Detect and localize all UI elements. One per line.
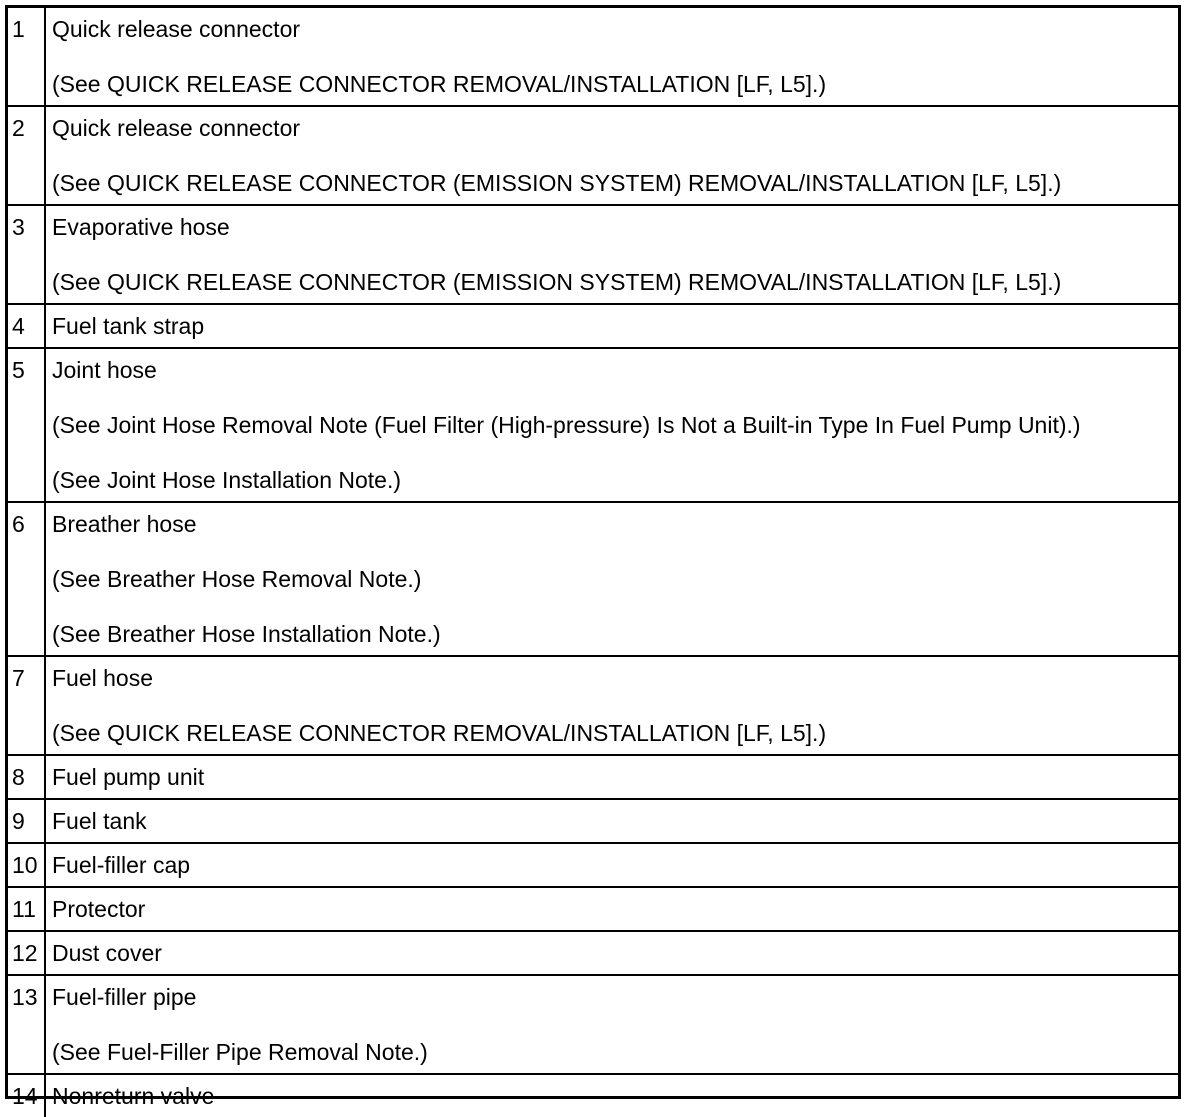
table-row [8,1074,1178,1117]
item-number [8,106,45,205]
item-name: Nonreturn valve [52,1083,215,1109]
item-name: Fuel pump unit [52,764,205,790]
cell-padding [52,198,1178,204]
item-name: Fuel-filler pipe [52,984,197,1010]
item-number-text: 2 [12,115,25,141]
cell-padding [52,748,1178,754]
item-number-text: 4 [12,313,25,339]
cell-padding [52,341,1178,347]
item-description [45,1074,1178,1117]
item-description [45,502,1178,656]
item-number-text: 7 [12,665,25,691]
item-reference-note: (See Breather Hose Installation Note.) [52,621,441,647]
item-reference-note: (See QUICK RELEASE CONNECTOR REMOVAL/INSTALLATION [LF, L5].) [52,71,827,97]
item-number-text: 12 [12,940,38,966]
item-name: Fuel hose [52,665,154,691]
item-number-text: 1 [12,16,25,42]
item-reference-note: (See Joint Hose Installation Note.) [52,467,402,493]
table-row [8,106,1178,205]
parts-list-body [8,8,1178,1117]
item-name: Dust cover [52,940,162,966]
item-number-text: 3 [12,214,25,240]
item-name: Breather hose [52,511,197,537]
item-reference-note: (See Joint Hose Removal Note (Fuel Filter (High-pressure) Is Not a Built-in Type In Fuel Pump Unit).) [52,412,1081,438]
cell-padding [52,880,1178,886]
item-description [45,8,1178,106]
cell-padding [52,99,1178,105]
item-number [8,348,45,502]
table-row [8,8,1178,106]
table-row [8,799,1178,843]
item-name: Quick release connector [52,115,301,141]
item-name: Joint hose [52,357,157,383]
item-description [45,656,1178,755]
item-number [8,755,45,799]
parts-list-frame [5,5,1181,1109]
item-name: Fuel-filler cap [52,852,191,878]
item-number-text: 13 [12,984,38,1010]
item-number [8,1074,45,1117]
item-reference-note: (See Fuel-Filler Pipe Removal Note.) [52,1039,428,1065]
table-row [8,931,1178,975]
item-number [8,304,45,348]
item-name: Fuel tank strap [52,313,205,339]
item-number [8,656,45,755]
cell-padding [52,1111,1178,1117]
item-description [45,106,1178,205]
item-description [45,205,1178,304]
item-number-text: 5 [12,357,25,383]
item-reference-note: (See QUICK RELEASE CONNECTOR (EMISSION SYSTEM) REMOVAL/INSTALLATION [LF, L5].) [52,269,1062,295]
item-number [8,799,45,843]
table-row [8,843,1178,887]
item-number [8,975,45,1074]
item-number [8,502,45,656]
item-name: Protector [52,896,146,922]
cell-padding [52,1067,1178,1073]
table-row [8,205,1178,304]
table-row [8,348,1178,502]
table-row [8,887,1178,931]
item-description [45,843,1178,887]
item-number [8,205,45,304]
item-number-text: 9 [12,808,25,834]
item-name: Fuel tank [52,808,147,834]
item-reference-note: (See QUICK RELEASE CONNECTOR REMOVAL/INSTALLATION [LF, L5].) [52,720,827,746]
cell-padding [52,836,1178,842]
item-description [45,887,1178,931]
cell-padding [52,495,1178,501]
item-number [8,843,45,887]
item-number-text: 11 [12,896,36,922]
item-description [45,304,1178,348]
item-reference-note: (See Breather Hose Removal Note.) [52,566,422,592]
item-number [8,887,45,931]
cell-padding [52,649,1178,655]
cell-padding [52,792,1178,798]
item-number-text: 8 [12,764,25,790]
table-row [8,502,1178,656]
parts-list-table [8,8,1178,1117]
table-row [8,656,1178,755]
table-row [8,755,1178,799]
item-name: Evaporative hose [52,214,230,240]
cell-padding [52,297,1178,303]
item-number-text: 14 [12,1083,38,1109]
item-reference-note: (See QUICK RELEASE CONNECTOR (EMISSION SYSTEM) REMOVAL/INSTALLATION [LF, L5].) [52,170,1062,196]
item-description [45,799,1178,843]
cell-padding [52,924,1178,930]
item-description [45,755,1178,799]
item-name: Quick release connector [52,16,301,42]
item-description [45,931,1178,975]
item-number-text: 6 [12,511,25,537]
item-number-text: 10 [12,852,38,878]
table-row [8,304,1178,348]
item-description [45,348,1178,502]
cell-padding [52,968,1178,974]
item-number [8,8,45,106]
item-description [45,975,1178,1074]
table-row [8,975,1178,1074]
item-number [8,931,45,975]
